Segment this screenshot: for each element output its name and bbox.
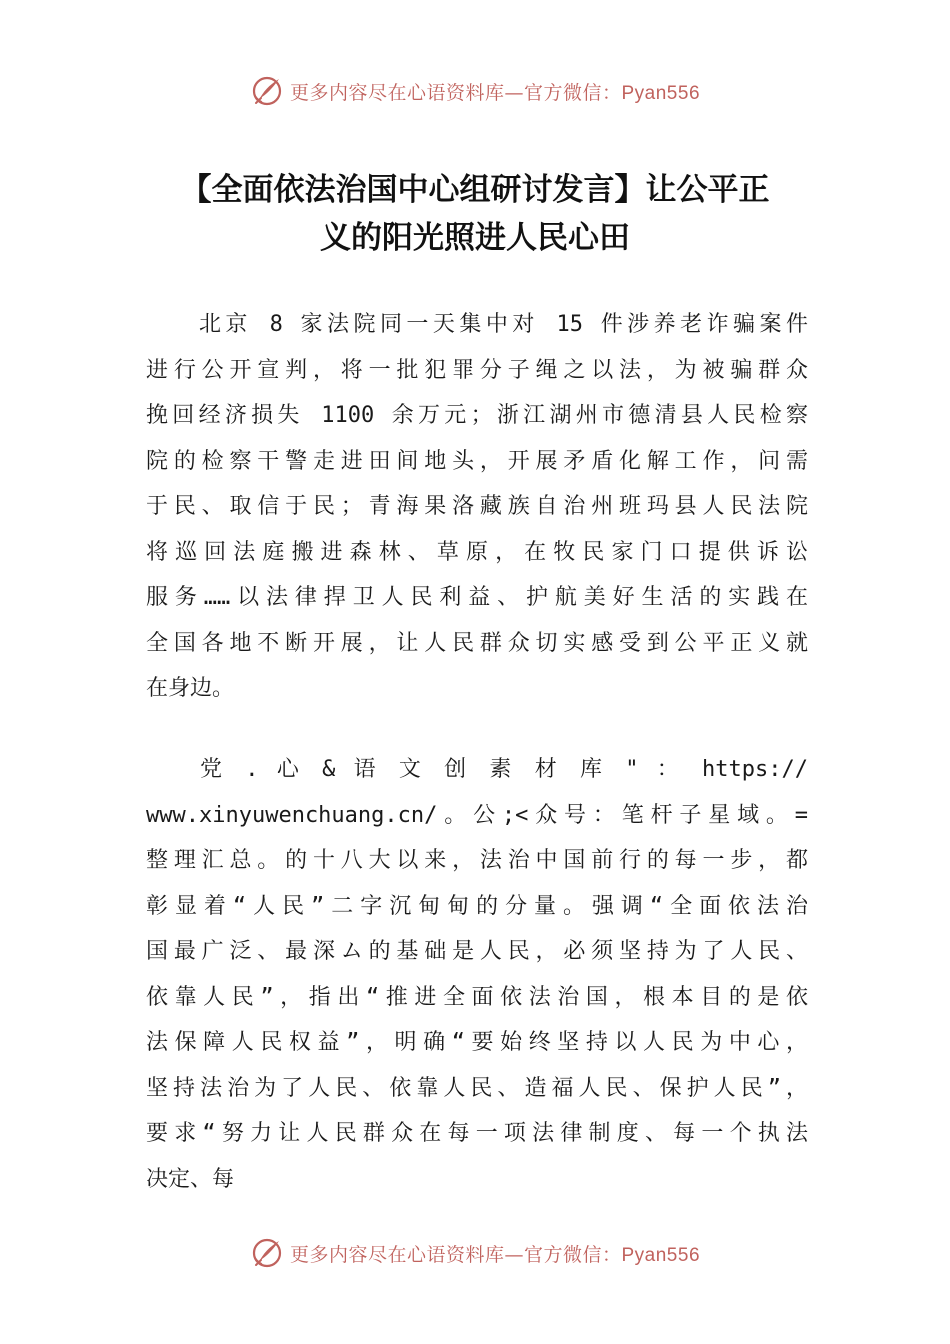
paragraph-line: 于民、取信于民；青海果洛藏族自治州班玛县人民法院	[146, 494, 808, 519]
paragraph-line: 服务……以法律捍卫人民利益、护航美好生活的实践在	[146, 585, 808, 610]
paragraph-line: 党 . 心 & 语 文 创 素 材 库 " ： https://	[146, 757, 808, 782]
paragraph-line: 坚持法治为了人民、依靠人民、造福人民、保护人民”，	[146, 1075, 808, 1101]
paragraph-2	[146, 747, 808, 1202]
paragraph-line: 要求“努力让人民群众在每一项法律制度、每一个执法	[146, 1121, 808, 1146]
quill-pen-logo-icon	[250, 1236, 284, 1270]
paragraph-line: 决定、每	[146, 1166, 235, 1192]
banner-wechat-id: Pyan556	[621, 1244, 701, 1266]
paragraph-line: 进行公开宣判，将一批犯罪分子绳之以法，为被骗群众	[146, 357, 808, 383]
paragraph-line: 挽回经济损失 1100 余万元；浙江湖州市德清县人民检察	[146, 403, 808, 428]
paragraph-line: 将巡回法庭搬进森林、草原，在牧民家门口提供诉讼	[146, 539, 808, 565]
paragraph-line: 院的检察干警走进田间地头，开展矛盾化解工作，问需	[146, 448, 808, 474]
paragraph-1	[146, 302, 808, 712]
paragraph-line: 国最广泛、最深ム的基础是人民，必须坚持为了人民、	[146, 939, 808, 964]
paragraph-line: 在身边。	[146, 676, 235, 701]
banner-wechat-id: Pyan556	[621, 82, 701, 104]
paragraph-line: 整理汇总。的十八大以来，法治中国前行的每一步，都	[146, 848, 808, 873]
paragraph-line: 法保障人民权益”，明确“要始终坚持以人民为中心，	[146, 1030, 808, 1055]
banner-text: 更多内容尽在心语资料库—官方微信：Pyan556	[289, 81, 701, 104]
title-line-2: 义的阳光照进人民心田	[320, 220, 630, 256]
paragraph-line: 北京 8 家法院同一天集中对 15 件涉养老诈骗案件	[146, 312, 808, 337]
quill-pen-logo-icon	[250, 74, 284, 108]
paragraph-line: 全国各地不断开展，让人民群众切实感受到公平正义就	[146, 630, 808, 656]
header-banner	[0, 74, 950, 108]
paragraph-line: 依靠人民”，指出“推进全面依法治国，根本目的是依	[146, 984, 808, 1010]
paragraph-line: 彰显着“人民”二字沉甸甸的分量。强调“全面依法治	[146, 893, 808, 919]
banner-text: 更多内容尽在心语资料库—官方微信：Pyan556	[289, 1243, 701, 1266]
title-line-1: 【全面依法治国中心组研讨发言】让公平正	[180, 172, 770, 208]
document-title	[145, 166, 805, 262]
footer-banner	[0, 1236, 950, 1270]
paragraph-line: www.xinyuwenchuang.cn/。公;<众号：笔杆子星域。=	[146, 802, 808, 828]
